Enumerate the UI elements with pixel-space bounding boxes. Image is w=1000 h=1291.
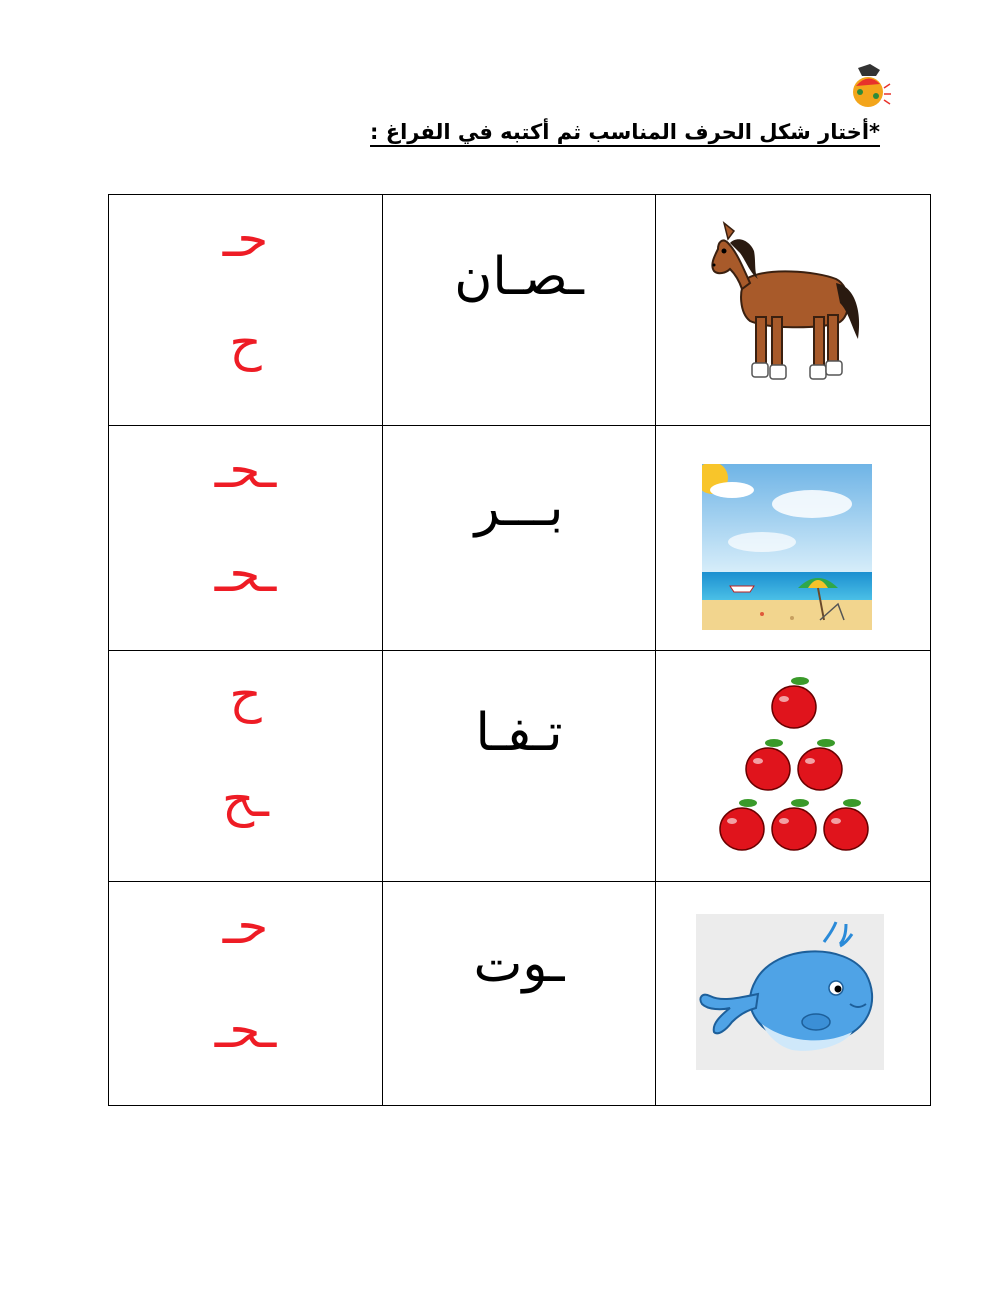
- letter-option[interactable]: حـ: [222, 896, 269, 955]
- letter-option[interactable]: ـح: [222, 770, 269, 829]
- letter-option[interactable]: حـ: [222, 210, 269, 268]
- horse-image: [706, 217, 866, 389]
- word-cell: [383, 426, 656, 651]
- incomplete-word: تـفـا: [475, 703, 563, 764]
- options-cell: [109, 881, 383, 1105]
- options-cell: [109, 195, 383, 426]
- options-cell: [109, 651, 383, 881]
- picture-cell: [656, 651, 931, 881]
- letter-option[interactable]: ح: [229, 666, 262, 725]
- worksheet-table: [108, 194, 931, 1106]
- apples-image: [716, 669, 872, 853]
- whale-image: [696, 914, 884, 1070]
- word-cell: [383, 881, 656, 1105]
- instruction-heading: *أختار شكل الحرف المناسب ثم أكتبه في الفراغ :: [370, 120, 880, 144]
- incomplete-word: ـصـان: [454, 247, 584, 307]
- letter-option[interactable]: ح: [229, 314, 262, 372]
- picture-cell: [656, 195, 931, 426]
- picture-cell: [656, 426, 931, 651]
- options-cell: [109, 426, 383, 651]
- incomplete-word: ـوت: [473, 933, 565, 994]
- letter-option[interactable]: ـحـ: [214, 441, 277, 500]
- school-logo: [846, 62, 892, 114]
- letter-option[interactable]: ـحـ: [214, 545, 277, 604]
- table-row: [109, 426, 931, 651]
- table-row: [109, 881, 931, 1105]
- word-cell: [383, 195, 656, 426]
- table-row: [109, 651, 931, 881]
- picture-cell: [656, 881, 931, 1105]
- sea-image: [702, 464, 872, 630]
- table-row: [109, 195, 931, 426]
- letter-option[interactable]: ـحـ: [214, 1000, 277, 1059]
- word-cell: [383, 651, 656, 881]
- incomplete-word: بـــر: [474, 478, 564, 539]
